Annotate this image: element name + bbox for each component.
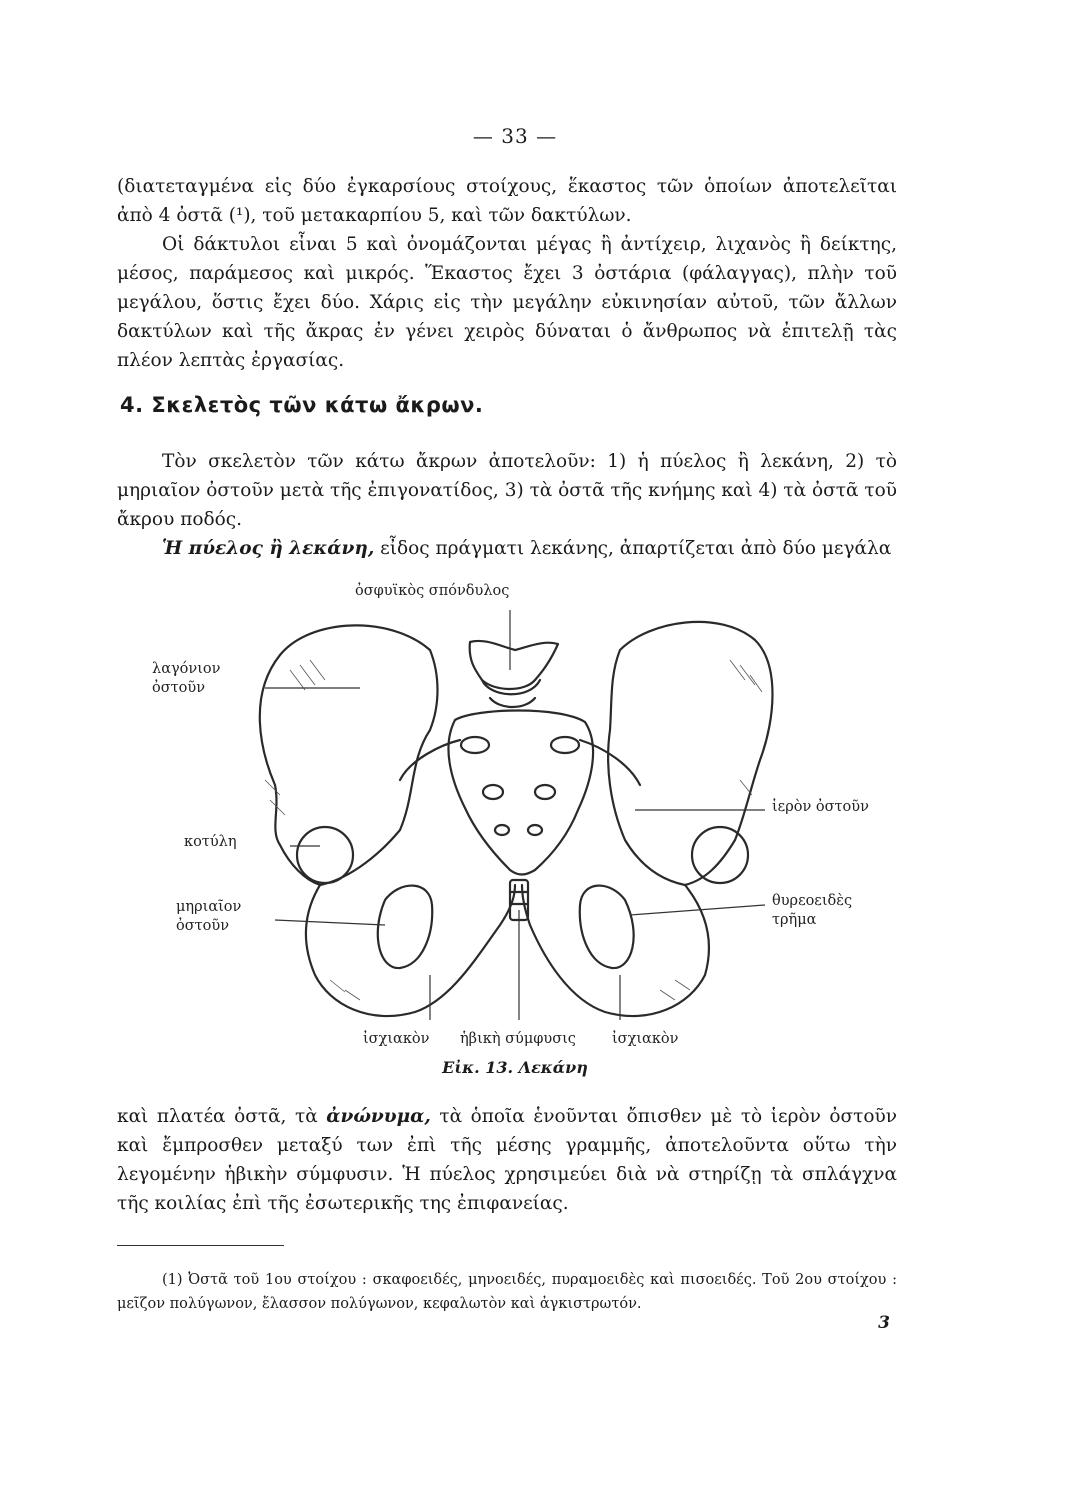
paragraph-5-text: τὰ ὁποῖα ἑνοῦνται ὄπισθεν μὲ τὸ ἱερὸν ὀστοῦν καὶ ἔμπροσθεν μεταξύ των ἐπὶ τῆς μέσης γραμμῆς, ἀποτελοῦντα οὕτω τὴν λεγομένην ἡβικὴν σύμφυσιν. Ἡ πύελος χρησιμεύει διὰ νὰ στηρίζῃ τὰ σπλάγχνα τῆς κοιλίας ἐπὶ τῆς ἐσωτερικῆς της ἐπιφανείας. <box>117 1106 897 1214</box>
page-number: — 33 — <box>472 124 558 148</box>
signature-mark: 3 <box>878 1313 890 1333</box>
left-ischium <box>306 885 515 1016</box>
label-ischium-left: ἰσχιακὸν <box>363 1031 430 1047</box>
text-middle <box>117 447 897 563</box>
label-pubic-symphysis: ἡβικὴ σύμφυσις <box>460 1031 576 1047</box>
figure-caption: Εἰκ. 13. Λεκάνη <box>442 1058 588 1077</box>
footnote-rule <box>117 1245 284 1246</box>
label-lumbar-vertebra: ὀσφυϊκὸς σπόνδυλος <box>355 583 510 599</box>
paragraph-1: (διατεταγμένα εἰς δύο ἐγκαρσίους στοίχους, ἕκαστος τῶν ὁποίων ἀποτελεῖται ἀπὸ 4 ὀστᾶ (¹), τοῦ μετακαρπίου 5, καὶ τῶν δακτύλων. <box>117 176 897 226</box>
pelvis-figure <box>130 580 910 1080</box>
label-femur <box>176 898 241 936</box>
section-heading: 4. Σκελετὸς τῶν κάτω ἄκρων. <box>120 393 484 417</box>
left-iliac-wing <box>260 625 438 885</box>
label-sacrum: ἱερὸν ὀστοῦν <box>772 799 869 815</box>
text-bottom <box>117 1102 897 1218</box>
sacrum <box>448 711 593 875</box>
footnote-text: (1) Ὀστᾶ τοῦ 1ου στοίχου : σκαφοειδές, μηνοειδές, πυραμοειδὲς καὶ πισοειδές. Τοῦ 2ου στοίχου : μεῖζον πολύγωνον, ἔλασσον πολύγωνον, κεφαλωτὸν καὶ ἀγκιστρωτόν. <box>117 1272 897 1312</box>
paragraph-5-emphasis: ἀνώνυμα, <box>326 1106 431 1127</box>
paragraph-4-emphasis: Ἡ πύελος ἢ λεκάνη, <box>162 538 375 559</box>
right-obturator <box>580 886 634 969</box>
paragraph-4-text: εἶδος πράγματι λεκάνης, ἀπαρτίζεται ἀπὸ δύο μεγάλα <box>374 538 892 559</box>
label-femur-line-2: ὀστοῦν <box>176 918 230 934</box>
label-obturator-line-1: θυρεοειδὲς <box>772 893 853 909</box>
label-acetabulum: κοτύλη <box>184 834 237 850</box>
paragraph-5 <box>117 1102 897 1218</box>
label-femur-line-1: μηριαῖον <box>176 899 242 915</box>
label-ischium-right: ἰσχιακὸν <box>612 1031 679 1047</box>
footnote <box>117 1268 897 1316</box>
label-iliac-bone <box>152 660 220 698</box>
paragraph-5-start: καὶ πλατέα ὀστᾶ, τὰ <box>117 1106 327 1127</box>
paragraph-4 <box>117 534 897 563</box>
label-obturator-foramen <box>772 892 852 930</box>
right-iliac-wing <box>608 622 772 885</box>
paragraph-3: Τὸν σκελετὸν τῶν κάτω ἄκρων ἀποτελοῦν: 1) ἡ πύελος ἢ λεκάνη, 2) τὸ μηριαῖον ὀστοῦν μετὰ τῆς ἐπιγονατίδος, 3) τὰ ὀστᾶ τῆς κνήμης καὶ 4) τὰ ὀστᾶ τοῦ ἄκρου ποδός. <box>117 451 898 530</box>
text-top <box>117 172 897 375</box>
pelvis-illustration <box>130 580 910 1080</box>
label-iliac-bone-line-2: ὀστοῦν <box>152 680 206 696</box>
paragraph-2: Οἱ δάκτυλοι εἶναι 5 καὶ ὀνομάζονται μέγας ἢ ἀντίχειρ, λιχανὸς ἢ δείκτης, μέσος, παράμεσος καὶ μικρός. Ἕκαστος ἔχει 3 ὀστάρια (φάλαγγας), πλὴν τοῦ μεγάλου, ὅστις ἔχει δύο. Χάρις εἰς τὴν μεγάλην εὐκινησίαν αὐτοῦ, τῶν ἄλλων δακτύλων καὶ τῆς ἄκρας ἐν γένει χειρὸς δύναται ὁ ἄνθρωπος νὰ ἐπιτελῇ τὰς πλέον λεπτὰς ἐργασίας. <box>117 234 897 371</box>
label-iliac-bone-line-1: λαγόνιον <box>152 661 221 677</box>
label-obturator-line-2: τρῆμα <box>772 912 817 928</box>
left-obturator <box>378 886 432 969</box>
right-ischium <box>522 885 709 1016</box>
